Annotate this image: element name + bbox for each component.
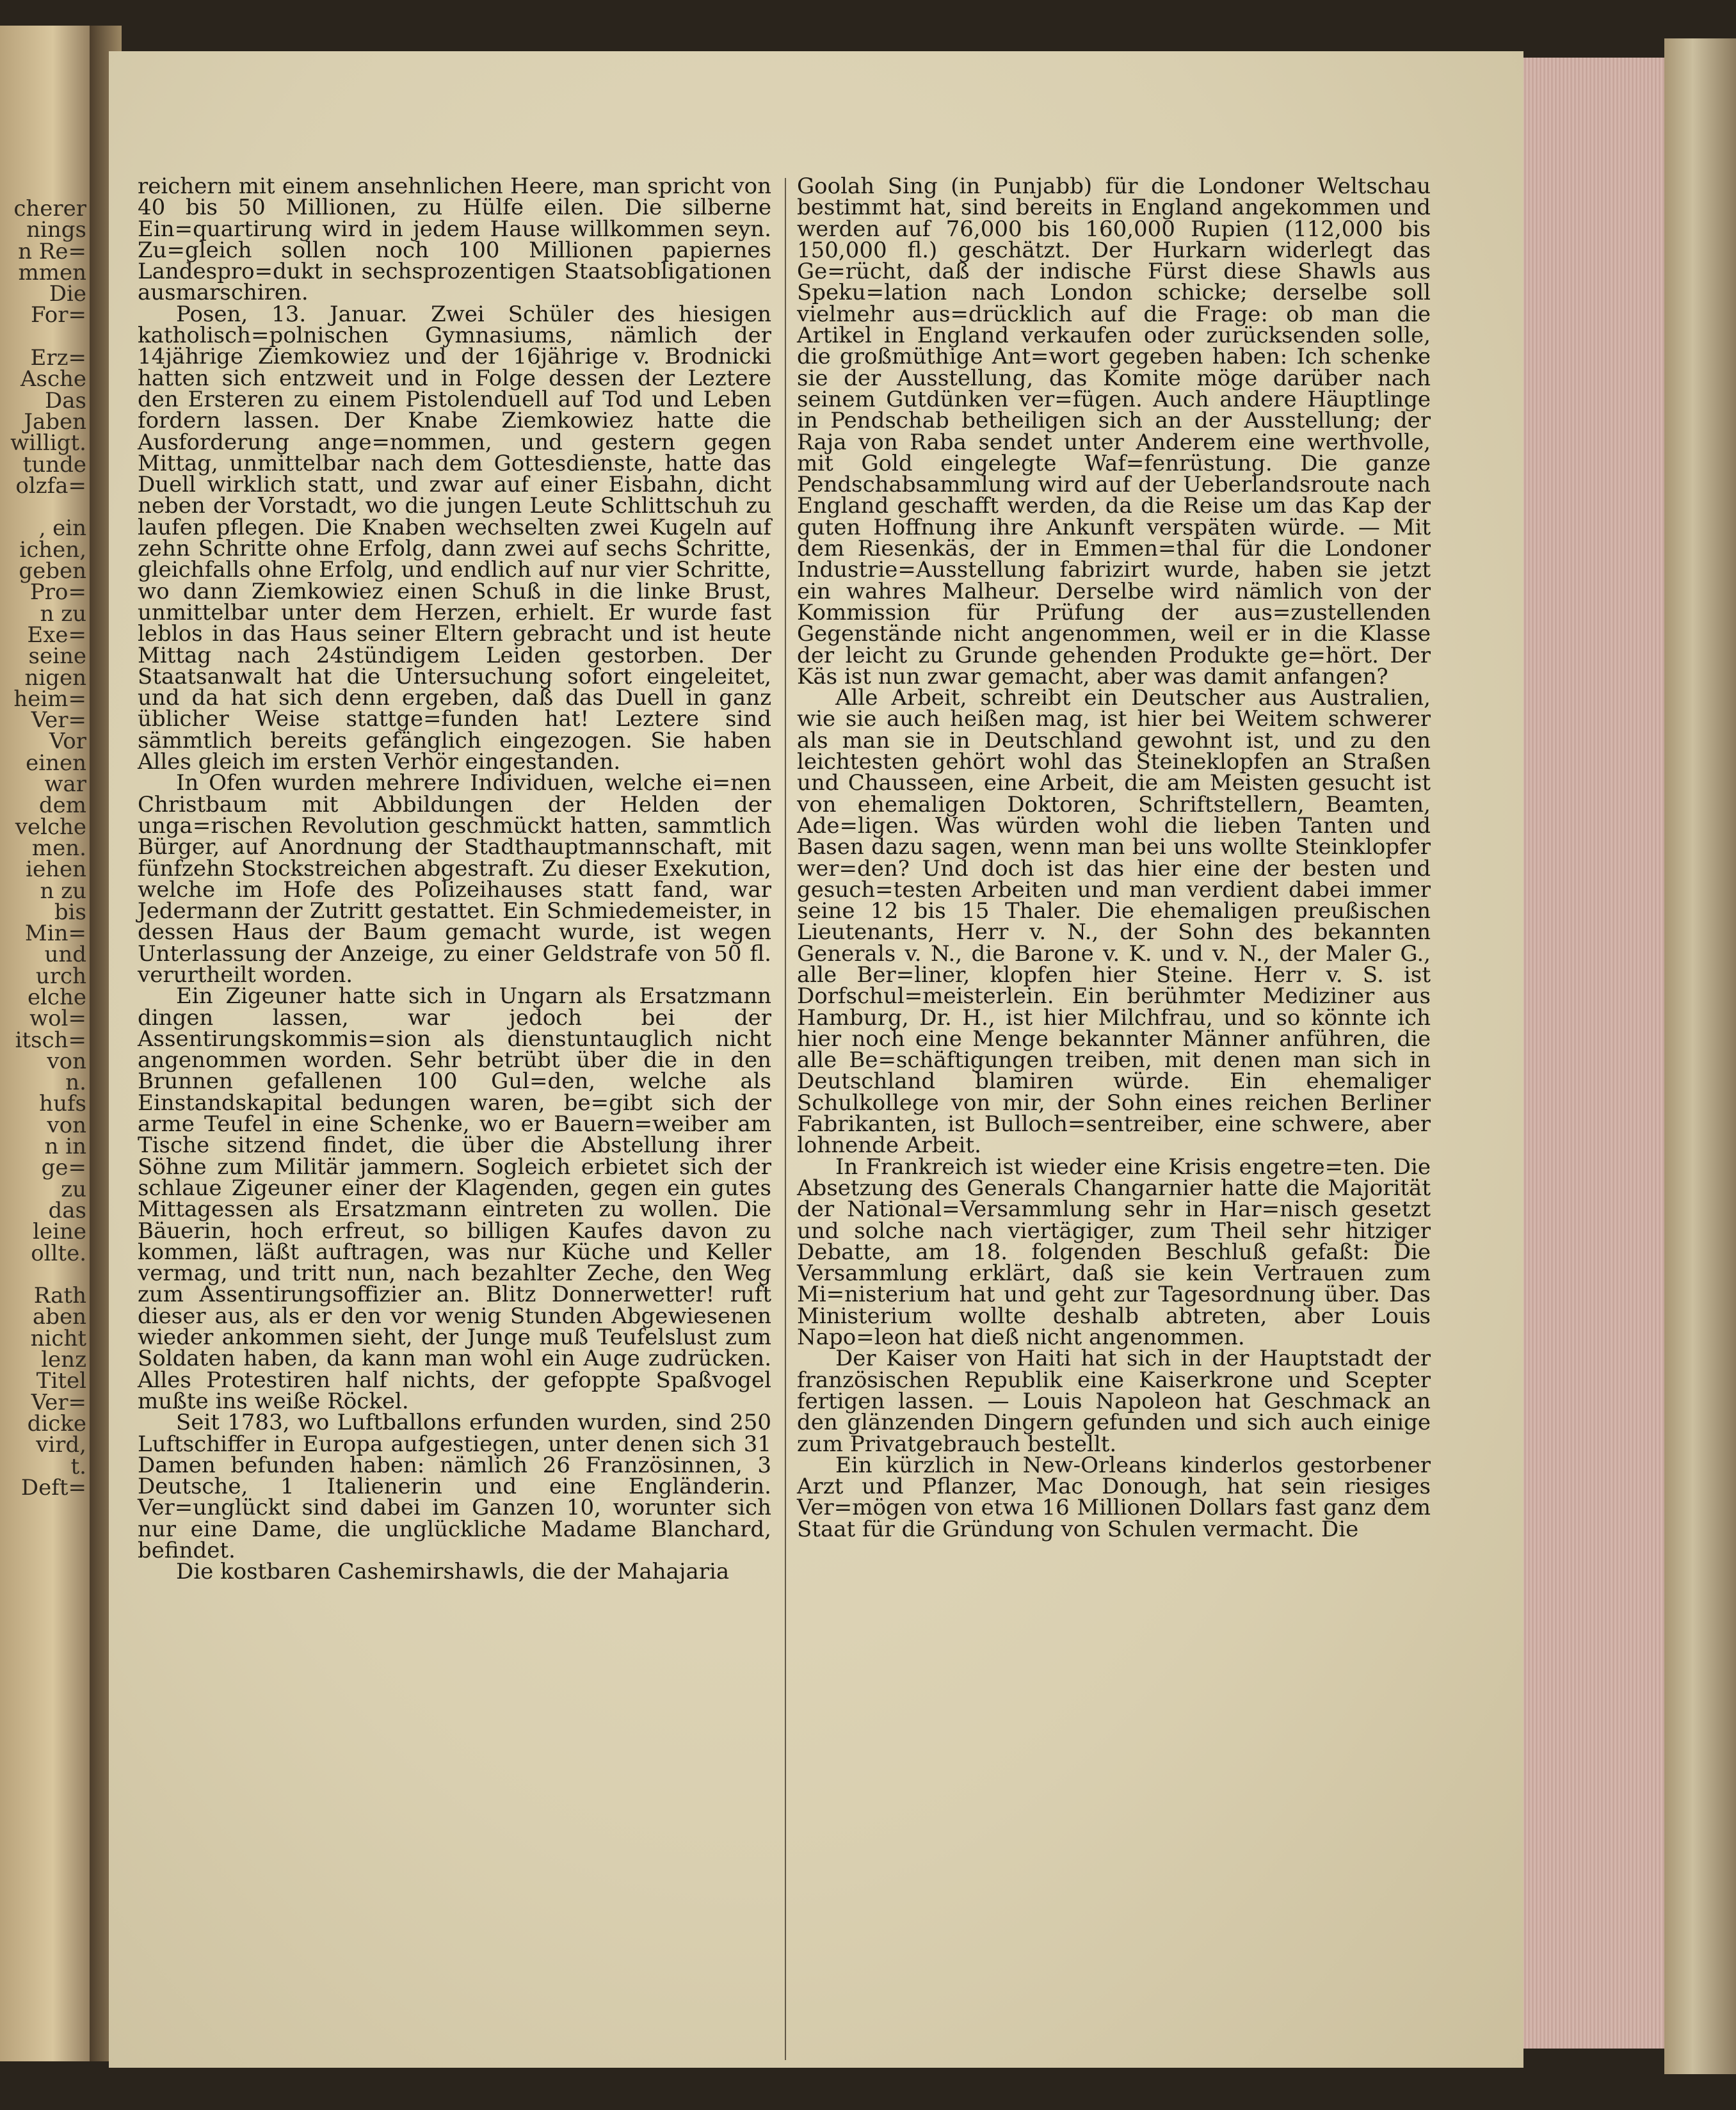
left-text-column: [138, 173, 771, 1585]
article-paragraph: reichern mit einem ansehnlichen Heere, man spricht von 40 bis 50 Millionen, zu Hülfe eilen. Die silberne Ein=quartirung wird in jedem Hause willkommen seyn. Zu=gleich sollen noch 100 Millionen papiernes Landespro=dukt in sechsprozentigen Staatsobligationen ausmarschiren.: [138, 173, 771, 306]
previous-page-edge: [0, 26, 96, 2061]
article-paragraph: Der Kaiser von Haiti hat sich in der Hauptstadt der französischen Republik eine Kaiserkrone und Scepter fertigen lassen. — Louis Napoleon hat Geschmack an den glänzenden Dingern gefunden und sich auch einige zum Privatgebrauch bestellt.: [797, 1346, 1431, 1457]
article-paragraph: Seit 1783, wo Luftballons erfunden wurden, sind 250 Luftschiffer in Europa aufgestiegen, unter denen sich 31 Damen befunden haben: nämlich 26 Französinnen, 3 Deutsche, 1 Italienerin und eine Engländerin. Ver=unglückt sind dabei im Ganzen 10, worunter sich nur eine Dame, die unglückliche Madame Blanchard, befindet.: [138, 1410, 771, 1563]
article-paragraph: In Frankreich ist wieder eine Krisis engetre=ten. Die Absetzung des Generals Changarnier hatte die Majorität der National=Versammlung sehr in Har=nisch gesetzt und solche nach viertägiger, zum Theil sehr hitziger Debatte, am 18. folgenden Beschluß gefaßt: Die Versammlung erklärt, daß sie kein Vertrauen zum Mi=nisterium hat und geht zur Tagesordnung über. Das Ministerium wollte deshalb abtreten, aber Louis Napo=leon hat dieß nicht angenommen.: [797, 1154, 1431, 1351]
article-paragraph: In Ofen wurden mehrere Individuen, welche ei=nen Christbaum mit Abbildungen der Helden der unga=rischen Revolution geschmückt hatten, sammtlich Bürger, auf Anordnung der Stadthauptmannschaft, mit fünfzehn Stockstreichen abgestraft. Zu dieser Exekution, welche im Hofe des Polizeihauses statt fand, war Jedermann der Zutritt gestattet. Ein Schmiedemeister, in dessen Haus der Baum gemacht wurde, ist wegen Unterlassung der Anzeige, zu einer Geldstrafe von 50 fl. verurtheilt worden.: [138, 770, 771, 988]
right-text-column: [797, 173, 1431, 1542]
article-paragraph: Posen, 13. Januar. Zwei Schüler des hiesigen katholisch=polnischen Gymnasiums, nämlich der 14jährige Ziemkowiez und der 16jährige v. Brodnicki hatten sich entzweit und in Folge dessen der Leztere den Ersteren zu einem Pistolenduell auf Tod und Leben fordern lassen. Der Knabe Ziemkowiez hatte die Ausforderung ange=nommen, und gestern gegen Mittag, unmittelbar nach dem Gottesdienste, hatte das Duell wirklich statt, und zwar auf einer Eisbahn, dicht neben der Vorstadt, wo die jungen Leute Schlittschuh zu laufen pflegen. Die Knaben wechselten zwei Kugeln auf zehn Schritte ohne Erfolg, dann zwei auf sechs Schritte, gleichfalls ohne Erfolg, und endlich auf nur vier Schritte, wo dann Ziemkowiez einen Schuß in die linke Brust, unmittelbar unter dem Herzen, erhielt. Er wurde fast leblos in das Haus seiner Eltern gebracht und ist heute Mittag nach 24stündigem Leiden gestorben. Der Staatsanwalt hat die Untersuchung sofort eingeleitet, und da hat sich denn ergeben, daß das Duell in ganz üblicher Weise stattge=funden hat! Leztere sind sämmtlich bereits gefänglich eingezogen. Sie haben Alles gleich im ersten Verhör eingestanden.: [138, 301, 771, 775]
article-paragraph: Goolah Sing (in Punjabb) für die Londoner Weltschau bestimmt hat, sind bereits in England angekommen und werden auf 76,000 bis 160,000 Rupien (112,000 bis 150,000 fl.) geschätzt. Der Hurkarn widerlegt das Ge=rücht, daß der indische Fürst diese Shawls aus Speku=lation nach London schicke; derselbe soll vielmehr aus=drücklich auf die Frage: ob man die Artikel in England verkaufen oder zurücksenden solle, die großmüthige Ant=wort gegeben haben: Ich schenke sie der Ausstellung, das Komite möge darüber nach seinem Gutdünken ver=fügen. Auch andere Häuptlinge in Pendschab betheiligen sich an der Ausstellung; der Raja von Raba sendet unter Anderem eine werthvolle, mit Gold eingelegte Waf=fenrüstung. Die ganze Pendschabsammlung wird auf der Ueberlandsroute nach England geschafft werden, da die Reise um das Kap der guten Hoffnung ihre Ankunft verspäten würde. — Mit dem Riesenkäs, der in Emmen=thal für die Londoner Industrie=Ausstellung fabrizirt wurde, haben sie jetzt ein wahres Malheur. Derselbe wird nämlich von der Kommission für Prüfung der aus=zustellenden Gegenstände nicht angenommen, weil er in die Klasse der leicht zu Grunde gehenden Produkte ge=hört. Der Käs ist nun zwar gemacht, aber was damit anfangen?: [797, 173, 1431, 689]
previous-page-fragments: cherer nings n Re= mmen Die For= Erz= Asche Das Jaben willigt. tunde olzfa= ‚ ein ichen, geben Pro= n zu Exe= seine nigen heim= Ver= Vor einen war dem velche men. iehen n zu bis Min= und urch elche wol= itsch= von n. hufs von n in ge= zu das leine ollte. Rath aben nicht lenz Titel Ver= dicke vird, t. Deft=: [10, 196, 86, 1501]
article-paragraph: Ein Zigeuner hatte sich in Ungarn als Ersatzmann dingen lassen, war jedoch bei der Assentirungskommis=sion als dienstuntauglich nicht angenommen worden. Sehr betrübt über die in den Brunnen gefallenen 100 Gul=den, welche als Einstandskapital bedungen waren, be=gibt sich der arme Teufel in eine Schenke, wo er Bauern=weiber am Tische sitzend findet, die über die Abstellung ihrer Söhne zum Militär jammern. Sogleich erbietet sich der schlaue Zigeuner einer der Klagenden, gegen ein gutes Mittagessen als Ersatzmann eintreten zu wollen. Die Bäuerin, hoch erfreut, so billigen Kaufes davon zu kommen, läßt auftragen, was nur Küche und Keller vermag, und tritt nun, nach bezahlter Zeche, den Weg zum Assentirungsoffizier an. Blitz Donnerwetter! ruft dieser aus, als er den vor wenig Stunden Abgewiesenen wieder ankommen sieht, der Junge muß Teufelslust zum Soldaten haben, da kann man wohl ein Auge zudrücken. Alles Protestiren half nichts, der gefoppte Spaßvogel mußte ins weiße Röckel.: [138, 983, 771, 1414]
article-paragraph: Ein kürzlich in New-Orleans kinderlos gestorbener Arzt und Pflanzer, Mac Donough, hat sein riesiges Ver=mögen von etwa 16 Millionen Dollars fast ganz dem Staat für die Gründung von Schulen vermacht. Die: [797, 1452, 1431, 1542]
article-paragraph: Die kostbaren Cashemirshawls, die der Mahajaria: [176, 1559, 730, 1585]
column-divider: [785, 178, 786, 2060]
article-paragraph: Alle Arbeit, schreibt ein Deutscher aus Australien, wie sie auch heißen mag, ist hier bei Weitem schwerer als man sie in Deutschland gewohnt ist, und zu den leichtesten gehört wohl das Steineklopfen an Straßen und Chausseen, eine Arbeit, die am Meisten gesucht ist von ehemaligen Doktoren, Schriftstellern, Beamten, Ade=ligen. Was würden wohl die lieben Tanten und Basen dazu sagen, wenn man bei uns wollte Steinklopfer wer=den? Und doch ist das hier eine der besten und gesuch=testen Arbeiten und man verdient dabei immer seine 12 bis 15 Thaler. Die ehemaligen preußischen Lieutenants, Herr v. N., der Sohn des bekannten Generals v. N., die Barone v. K. und v. N., der Maler G., alle Ber=liner, klopfen hier Steine. Herr v. S. ist Dorfschul=meisterlein. Ein berühmter Mediziner aus Hamburg, Dr. H., ist hier Milchfrau, und so könnte ich hier noch eine Menge bekannter Männer anführen, die alle Be=schäftigungen treiben, mit denen man sich in Deutschland blamiren würde. Ein ehemaliger Schulkollege von mir, der Sohn eines reichen Berliner Fabrikanten, ist Bulloch=sentreiber, eine schwere, aber lohnende Arbeit.: [797, 685, 1431, 1159]
book-cover-edge: [1664, 38, 1736, 2074]
